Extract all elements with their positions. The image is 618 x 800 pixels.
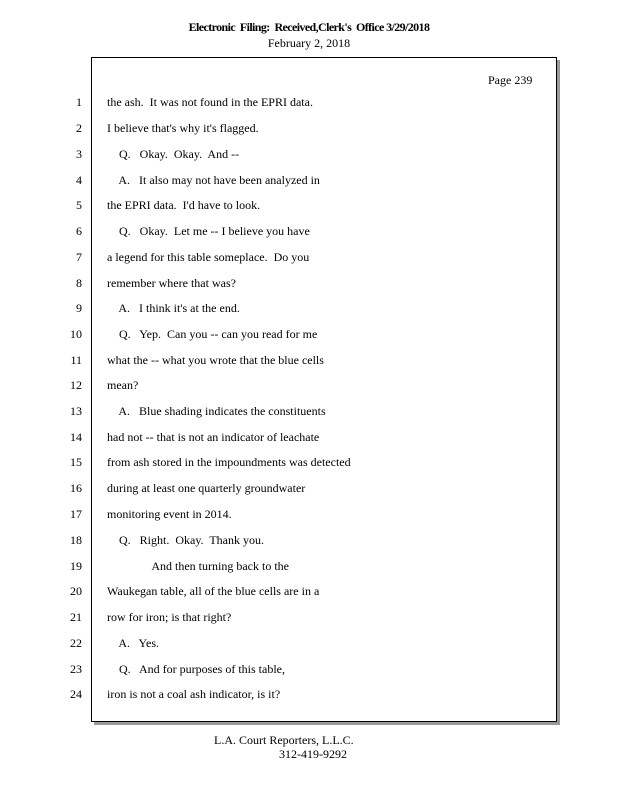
line-text: the EPRI data. I'd have to look. [107, 198, 261, 212]
line-number: 18 [70, 533, 82, 547]
line-text: And then turning back to the [107, 559, 289, 573]
line-number: 9 [76, 301, 82, 315]
line-text: had not -- that is not an indicator of leachate [107, 430, 320, 444]
line-number: 2 [76, 121, 82, 135]
line-text: A. Blue shading indicates the constituents [107, 404, 326, 418]
line-text: monitoring event in 2014. [107, 507, 232, 521]
line-number: 5 [76, 198, 82, 212]
line-number: 19 [70, 559, 82, 573]
line-number: 7 [76, 250, 82, 264]
line-number: 22 [70, 636, 82, 650]
page-number: Page 239 [488, 73, 533, 87]
line-number: 24 [70, 687, 82, 701]
line-text: A. I think it's at the end. [107, 301, 240, 315]
line-number: 20 [70, 584, 82, 598]
line-number: 13 [70, 404, 82, 418]
line-number: 23 [70, 662, 82, 676]
line-number: 6 [76, 224, 82, 238]
line-text: A. Yes. [107, 636, 160, 650]
filing-stamp: Electronic Filing: Received,Clerk's Office 3/29/2018 [188, 20, 430, 34]
transcript-date: February 2, 2018 [267, 36, 351, 50]
line-text: a legend for this table someplace. Do you [107, 250, 310, 264]
line-number: 16 [70, 481, 82, 495]
line-number: 4 [76, 173, 82, 187]
reporter-company: L.A. Court Reporters, L.L.C. [214, 733, 354, 747]
line-text: from ash stored in the impoundments was detected [107, 455, 351, 469]
line-text: Q. Okay. Let me -- I believe you have [107, 224, 310, 238]
line-number: 10 [70, 327, 82, 341]
line-text: Q. Right. Okay. Thank you. [107, 533, 264, 547]
line-number: 8 [76, 276, 82, 290]
line-number: 3 [76, 147, 82, 161]
line-text: during at least one quarterly groundwater [107, 481, 306, 495]
line-number: 12 [70, 378, 82, 392]
line-number: 11 [70, 353, 82, 367]
line-text: Q. Yep. Can you -- can you read for me [107, 327, 318, 341]
line-text: I believe that's why it's flagged. [107, 121, 259, 135]
line-number: 15 [70, 455, 82, 469]
line-text: Waukegan table, all of the blue cells are in a [107, 584, 320, 598]
line-text: the ash. It was not found in the EPRI data. [107, 95, 313, 109]
line-number: 1 [76, 95, 82, 109]
line-number: 17 [70, 507, 82, 521]
line-text: mean? [107, 378, 139, 392]
line-text: Q. And for purposes of this table, [107, 662, 285, 676]
line-text: Q. Okay. Okay. And -- [107, 147, 240, 161]
reporter-phone: 312-419-9292 [279, 747, 347, 761]
line-number: 21 [70, 610, 82, 624]
line-text: what the -- what you wrote that the blue cells [107, 353, 324, 367]
line-text: A. It also may not have been analyzed in [107, 173, 320, 187]
line-number: 14 [70, 430, 82, 444]
line-text: iron is not a coal ash indicator, is it? [107, 687, 281, 701]
line-text: row for iron; is that right? [107, 610, 232, 624]
line-text: remember where that was? [107, 276, 236, 290]
